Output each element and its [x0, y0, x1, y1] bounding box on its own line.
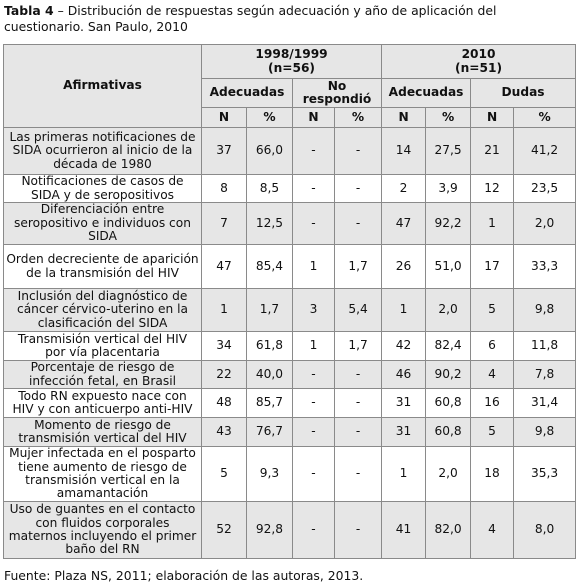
- header-n: N: [202, 108, 247, 128]
- table-cell: 16: [471, 389, 514, 418]
- table-cell: 11,8: [514, 332, 576, 361]
- header-adecuadas-2010: Adecuadas: [382, 79, 471, 108]
- row-label: Inclusión del diagnóstico de cáncer cérvico-uterino en la clasificación del SIDA: [4, 289, 202, 332]
- header-group-1998: 1998/1999 (n=56): [202, 45, 382, 79]
- table-cell: 12,5: [247, 203, 293, 245]
- table-cell: 7: [202, 203, 247, 245]
- table-row: [4, 418, 576, 447]
- table-cell: -: [335, 389, 382, 418]
- header-pct: %: [426, 108, 471, 128]
- header-group-2010: 2010 (n=51): [382, 45, 576, 79]
- table-cell: -: [335, 203, 382, 245]
- table-cell: -: [293, 447, 335, 502]
- table-cell: 1: [202, 289, 247, 332]
- table-cell: 5: [471, 289, 514, 332]
- table-cell: 2: [382, 175, 426, 203]
- table-row: [4, 245, 576, 289]
- caption-label: Tabla 4: [4, 3, 54, 18]
- table-cell: -: [335, 418, 382, 447]
- header-adecuadas: Adecuadas: [202, 79, 293, 108]
- table-cell: 60,8: [426, 418, 471, 447]
- table-cell: 90,2: [426, 361, 471, 389]
- table-cell: 41: [382, 502, 426, 559]
- table-cell: 5: [202, 447, 247, 502]
- table-cell: 60,8: [426, 389, 471, 418]
- table-row: [4, 203, 576, 245]
- header-n: N: [471, 108, 514, 128]
- header-pct: %: [247, 108, 293, 128]
- table-cell: 51,0: [426, 245, 471, 289]
- table-cell: 33,3: [514, 245, 576, 289]
- row-label: Orden decreciente de aparición de la transmisión del HIV: [4, 245, 202, 289]
- table-cell: 18: [471, 447, 514, 502]
- caption-text: – Distribución de respuestas según adecuación y año de aplicación del cuestionario. San Paulo, 2010: [4, 3, 497, 34]
- table-cell: 1,7: [335, 245, 382, 289]
- header-dudas: Dudas: [471, 79, 576, 108]
- table-cell: 9,3: [247, 447, 293, 502]
- table-cell: 2,0: [426, 289, 471, 332]
- table-cell: 40,0: [247, 361, 293, 389]
- table-cell: 3,9: [426, 175, 471, 203]
- table-row: [4, 332, 576, 361]
- row-label: Diferenciación entre seropositivo e individuos con SIDA: [4, 203, 202, 245]
- table-cell: 5: [471, 418, 514, 447]
- row-label: Notificaciones de casos de SIDA y de seropositivos: [4, 175, 202, 203]
- table-cell: 23,5: [514, 175, 576, 203]
- row-label: Mujer infectada en el posparto tiene aumento de riesgo de transmisión vertical en la amamantación: [4, 447, 202, 502]
- table-cell: 22: [202, 361, 247, 389]
- table-cell: -: [335, 361, 382, 389]
- table-cell: 52: [202, 502, 247, 559]
- table-cell: 46: [382, 361, 426, 389]
- table-cell: 4: [471, 502, 514, 559]
- table-cell: 7,8: [514, 361, 576, 389]
- table-cell: -: [335, 502, 382, 559]
- table-cell: -: [335, 175, 382, 203]
- header-n: N: [293, 108, 335, 128]
- table-row: [4, 361, 576, 389]
- table-cell: 26: [382, 245, 426, 289]
- table-cell: 82,4: [426, 332, 471, 361]
- table-cell: -: [335, 447, 382, 502]
- row-label: Transmisión vertical del HIV por vía placentaria: [4, 332, 202, 361]
- table-cell: 3: [293, 289, 335, 332]
- table-cell: -: [293, 203, 335, 245]
- table-cell: 14: [382, 128, 426, 175]
- header-pct: %: [335, 108, 382, 128]
- table-cell: 1: [382, 289, 426, 332]
- table-cell: 17: [471, 245, 514, 289]
- table-cell: -: [293, 361, 335, 389]
- table-cell: 31,4: [514, 389, 576, 418]
- table-cell: 35,3: [514, 447, 576, 502]
- row-label: Las primeras notificaciones de SIDA ocurrieron al inicio de la década de 1980: [4, 128, 202, 175]
- table-cell: 85,4: [247, 245, 293, 289]
- table-cell: -: [293, 389, 335, 418]
- table-cell: 1: [293, 245, 335, 289]
- table-cell: -: [293, 128, 335, 175]
- row-label: Todo RN expuesto nace con HIV y con anticuerpo anti-HIV: [4, 389, 202, 418]
- table-cell: 41,2: [514, 128, 576, 175]
- table-cell: 92,2: [426, 203, 471, 245]
- row-label: Porcentaje de riesgo de infección fetal, en Brasil: [4, 361, 202, 389]
- table-row: [4, 128, 576, 175]
- table-cell: -: [293, 175, 335, 203]
- table-cell: 1: [471, 203, 514, 245]
- table-cell: 1: [382, 447, 426, 502]
- table-cell: 82,0: [426, 502, 471, 559]
- table-cell: 48: [202, 389, 247, 418]
- table-cell: 37: [202, 128, 247, 175]
- table-row: [4, 289, 576, 332]
- table-cell: 43: [202, 418, 247, 447]
- table-cell: 27,5: [426, 128, 471, 175]
- table-cell: 42: [382, 332, 426, 361]
- table-cell: 4: [471, 361, 514, 389]
- table-row: [4, 389, 576, 418]
- table-cell: 1: [293, 332, 335, 361]
- table-cell: 92,8: [247, 502, 293, 559]
- table-cell: 76,7: [247, 418, 293, 447]
- table-cell: 34: [202, 332, 247, 361]
- table-cell: 61,8: [247, 332, 293, 361]
- table-cell: -: [293, 502, 335, 559]
- table-cell: -: [293, 418, 335, 447]
- table-cell: 8: [202, 175, 247, 203]
- header-afirmativas: Afirmativas: [4, 45, 202, 128]
- table-cell: 66,0: [247, 128, 293, 175]
- table-cell: 5,4: [335, 289, 382, 332]
- table-cell: 1,7: [335, 332, 382, 361]
- data-table: [3, 44, 576, 559]
- header-n: N: [382, 108, 426, 128]
- row-label: Momento de riesgo de transmisión vertical del HIV: [4, 418, 202, 447]
- table-footer: Fuente: Plaza NS, 2011; elaboración de las autoras, 2013.: [4, 568, 364, 583]
- table-cell: 31: [382, 418, 426, 447]
- table-row: [4, 447, 576, 502]
- table-cell: 47: [202, 245, 247, 289]
- row-label: Uso de guantes en el contacto con fluidos corporales maternos incluyendo el primer baño del RN: [4, 502, 202, 559]
- table-cell: 47: [382, 203, 426, 245]
- table-cell: 8,5: [247, 175, 293, 203]
- table-cell: 6: [471, 332, 514, 361]
- table-row: [4, 502, 576, 559]
- table-cell: 9,8: [514, 289, 576, 332]
- header-pct: %: [514, 108, 576, 128]
- table-cell: 21: [471, 128, 514, 175]
- table-row: [4, 175, 576, 203]
- table-cell: 8,0: [514, 502, 576, 559]
- table-cell: 9,8: [514, 418, 576, 447]
- table-cell: 85,7: [247, 389, 293, 418]
- table-cell: 2,0: [426, 447, 471, 502]
- table-cell: 12: [471, 175, 514, 203]
- table-cell: 2,0: [514, 203, 576, 245]
- table-cell: 1,7: [247, 289, 293, 332]
- table-caption: [4, 3, 576, 35]
- table-cell: -: [335, 128, 382, 175]
- table-cell: 31: [382, 389, 426, 418]
- header-no-respondio: No respondió: [293, 79, 382, 108]
